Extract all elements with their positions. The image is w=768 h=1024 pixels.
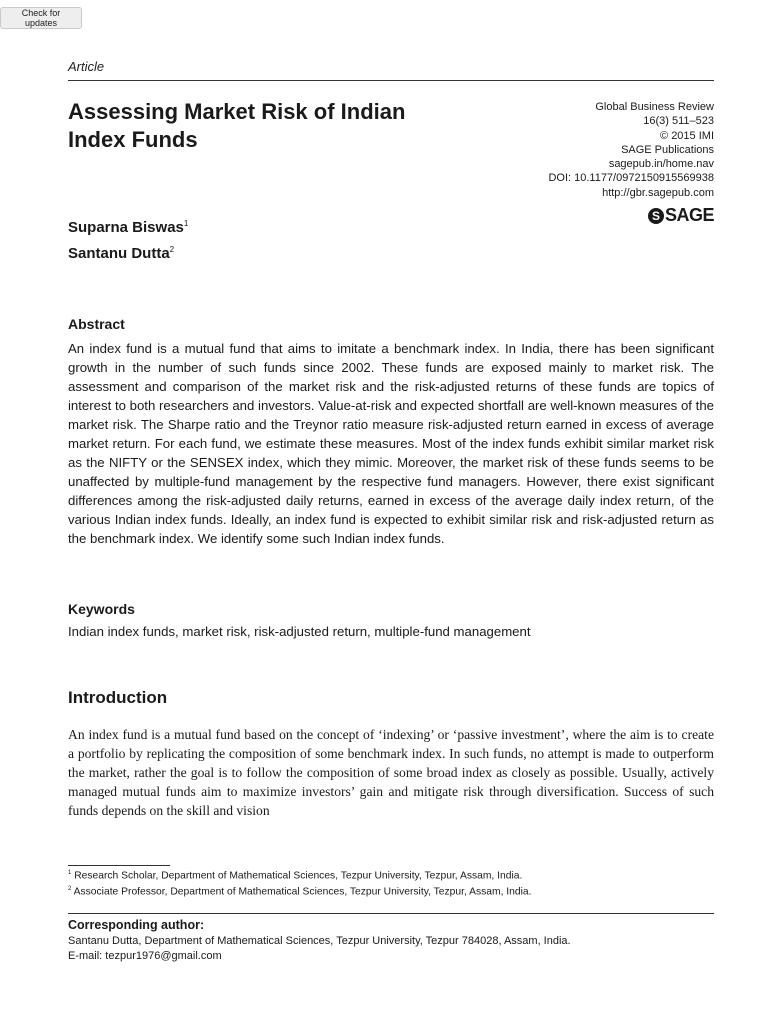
- introduction-heading: Introduction: [68, 688, 168, 707]
- article-type-label: Article: [68, 59, 105, 74]
- journal-issue: 16(3) 511–523: [643, 115, 714, 128]
- header-divider: [68, 80, 714, 81]
- sage-logo-icon: S: [648, 208, 664, 224]
- journal-doi: DOI: 10.1177/0972150915569938: [548, 172, 714, 185]
- check-for-updates-button[interactable]: Check for updates: [0, 7, 82, 29]
- corresponding-author-address: Santanu Dutta, Department of Mathematical Sciences, Tezpur University, Tezpur 784028, Assam, India.: [68, 935, 571, 947]
- footnote-mark: 1: [68, 870, 72, 876]
- affiliation-mark: 2: [169, 245, 175, 254]
- journal-info: [548, 100, 714, 200]
- sage-logo: [648, 205, 714, 226]
- footnote: [68, 870, 522, 881]
- footnote-divider: [68, 865, 170, 866]
- footnote-mark: 2: [68, 886, 72, 892]
- abstract-text: An index fund is a mutual fund that aims to imitate a benchmark index. In India, there has been significant growth in the number of such funds since 2002. These funds are exposed mainly to market risk. The assessment and comparison of the market risk and the risk-adjusted returns of these funds are topics of interest to both researchers and investors. Value-at-risk and expected shortfall are well-known measures of the market risk. The Sharpe ratio and the Treynor ratio measure risk-adjusted return earned in excess of average market return. For each fund, we estimate these measures. Most of the index funds exhibit similar market risk as the NIFTY or the SENSEX index, which they mimic. Moreover, the market risk of these funds seems to be unaffected by multiple-fund management by the respective fund managers. However, there exist significant differences among the risk-adjusted daily returns, earned in excess of the average daily index return, of the various Indian index funds. Ideally, an index fund is expected to exhibit similar risk and risk-adjusted return as the benchmark index. We identify some such Indian index funds.: [68, 341, 714, 546]
- author-name-text: Santanu Dutta: [68, 245, 170, 262]
- journal-copyright: © 2015 IMI: [660, 129, 714, 142]
- journal-publisher: SAGE Publications: [621, 143, 714, 156]
- corresponding-author-email[interactable]: E-mail: tezpur1976@gmail.com: [68, 950, 222, 962]
- author-name: [68, 245, 174, 262]
- keywords-heading: Keywords: [68, 601, 135, 617]
- introduction-text: An index fund is a mutual fund based on the concept of ‘indexing’ or ‘passive investment’, where the aim is to create a portfolio by replicating the composition of some benchmark index. In such funds, no attempt is made to outperform the market, rather the goal is to follow the composition of some broad index as closely as possible. Usually, actively managed mutual funds aim to maximize investors’ gain and mitigate risk through diversification. Success of such funds depends on the skill and vision: [68, 727, 714, 818]
- corresponding-divider: [68, 913, 714, 914]
- footnote-text: Associate Professor, Department of Mathematical Sciences, Tezpur University, Tezpur, Assam, India.: [73, 886, 532, 898]
- abstract-heading: Abstract: [68, 316, 125, 332]
- footnote: [68, 886, 531, 897]
- corresponding-author-heading: Corresponding author:: [68, 918, 205, 932]
- journal-name: Global Business Review: [595, 101, 714, 113]
- affiliation-mark: 1: [183, 219, 189, 228]
- keywords-text: Indian index funds, market risk, risk-adjusted return, multiple-fund management: [68, 624, 531, 639]
- author-name-text: Suparna Biswas: [68, 219, 184, 236]
- footnote-text: Research Scholar, Department of Mathematical Sciences, Tezpur University, Tezpur, Assam, India.: [74, 870, 523, 882]
- journal-site: sagepub.in/home.nav: [608, 158, 714, 171]
- author-name: [68, 219, 188, 236]
- article-title: Assessing Market Risk of Indian Index Funds: [68, 99, 406, 152]
- journal-url: http://gbr.sagepub.com: [602, 186, 714, 199]
- sage-logo-text: SAGE: [664, 205, 714, 225]
